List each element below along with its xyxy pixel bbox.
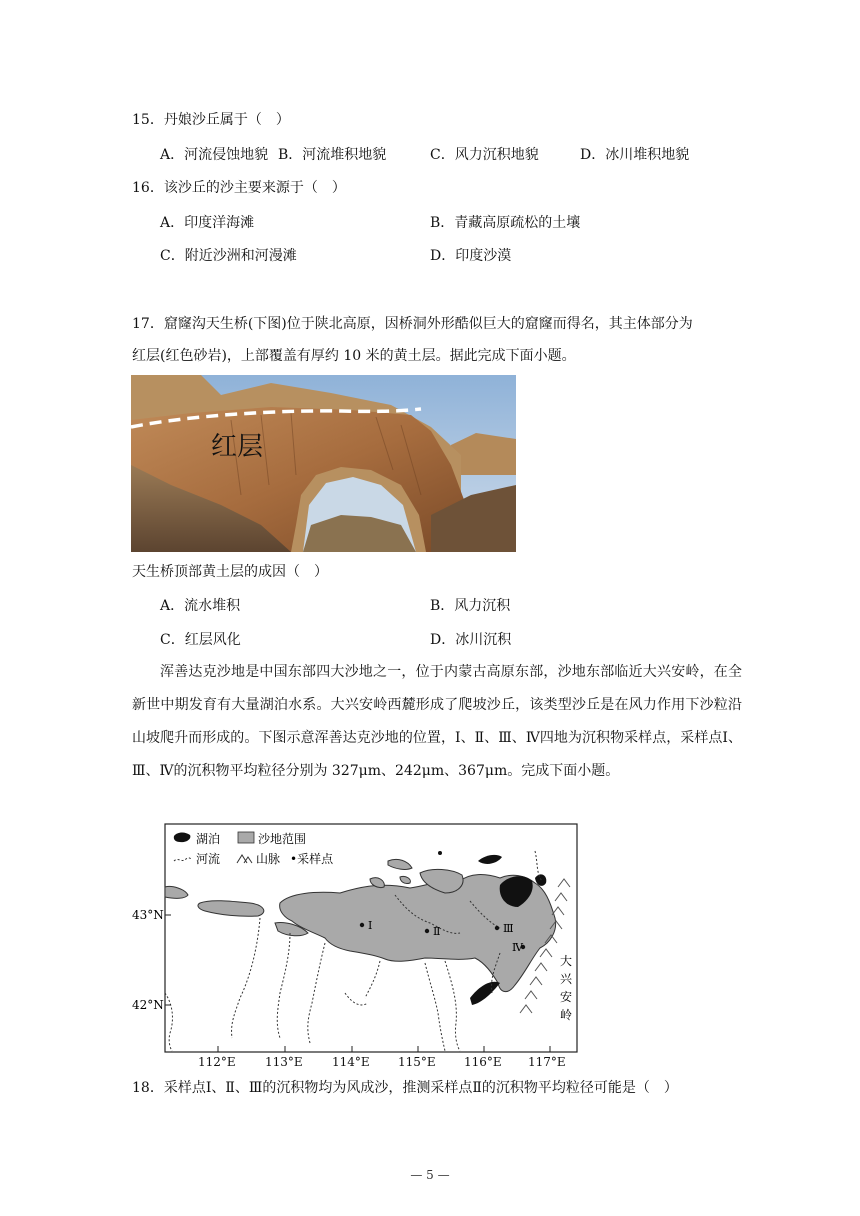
lon-label-112: 112°E	[198, 1055, 236, 1069]
lon-label-113: 113°E	[265, 1055, 303, 1069]
sample-point-2	[425, 929, 429, 933]
q15-option-b: B．河流堆积地貌	[278, 147, 387, 163]
legend-sample: •采样点	[290, 852, 334, 866]
q17-intro-line1: 17．窟窿沟天生桥(下图)位于陕北高原，因桥洞外形酷似巨大的窟窿而得名，其主体部分为	[132, 316, 693, 332]
lake	[438, 851, 442, 855]
sand-legend-icon	[238, 832, 254, 843]
q17-option-c: C．红层风化	[160, 632, 241, 648]
q16-stem: 16．该沙丘的沙主要来源于（ ）	[132, 180, 346, 196]
sample-label-1: Ⅰ	[368, 919, 373, 932]
lat-label-43: 43°N	[132, 908, 164, 922]
legend-sand: 沙地范围	[258, 832, 307, 846]
sample-label-2: Ⅱ	[433, 925, 441, 938]
lon-label-116: 116°E	[464, 1055, 502, 1069]
q16-option-a: A．印度洋海滩	[160, 215, 255, 231]
sample-label-4: Ⅳ	[512, 941, 523, 954]
legend-river: 河流	[196, 852, 221, 866]
lon-label-115: 115°E	[398, 1055, 436, 1069]
q16-option-d: D．印度沙漠	[430, 248, 512, 264]
natural-bridge-photo	[131, 375, 516, 552]
page-number: — 5 —	[410, 1168, 450, 1182]
sample-point-1	[360, 923, 364, 927]
range-name-3: 安	[560, 990, 573, 1004]
legend-lake: 湖泊	[196, 832, 221, 846]
lon-label-114: 114°E	[332, 1055, 370, 1069]
q17-option-a: A．流水堆积	[160, 598, 241, 614]
q17-option-b: B．风力沉积	[430, 598, 511, 614]
range-name-4: 岭	[560, 1008, 573, 1022]
q16-option-c: C．附近沙洲和河漫滩	[160, 248, 297, 264]
lon-label-117: 117°E	[528, 1055, 566, 1069]
passage-hunshandake: 浑善达克沙地是中国东部四大沙地之一，位于内蒙古高原东部，沙地东部临近大兴安岭，在全新世中期发育有大量湖泊水系。大兴安岭西麓形成了爬坡沙丘，该类型沙丘是在风力作用下沙粒沿山坡爬升而形成的。下图示意浑善达克沙地的位置，Ⅰ、Ⅱ、Ⅲ、Ⅳ四地为沉积物采样点，采样点Ⅰ、Ⅲ、Ⅳ的沉积物平均粒径分别为 327μm、242μm、367μm。完成下面小题。	[132, 664, 742, 779]
q15-option-d: D．冰川堆积地貌	[580, 147, 690, 163]
legend-mountain: 山脉	[256, 852, 281, 866]
hunshandake-map	[132, 823, 580, 1069]
q18-stem: 18．采样点Ⅰ、Ⅱ、Ⅲ的沉积物均为风成沙，推测采样点Ⅱ的沉积物平均粒径可能是（ ）	[132, 1080, 678, 1096]
red-layer-label: 红层	[211, 431, 264, 461]
q17-intro-line2: 红层(红色砂岩)，上部覆盖有厚约 10 米的黄土层。据此完成下面小题。	[132, 348, 576, 364]
q16-option-b: B．青藏高原疏松的土壤	[430, 215, 581, 231]
q15-stem: 15．丹娘沙丘属于（ ）	[132, 112, 290, 128]
q17-sub-stem: 天生桥顶部黄土层的成因（ ）	[132, 564, 328, 580]
range-name-1: 大	[560, 954, 573, 968]
q17-option-d: D．冰川沉积	[430, 632, 512, 648]
sample-label-3: Ⅲ	[503, 922, 514, 935]
q15-option-a: A．河流侵蚀地貌	[160, 147, 269, 163]
q15-option-c: C．风力沉积地貌	[430, 147, 539, 163]
sample-point-3	[495, 926, 499, 930]
range-name-2: 兴	[560, 972, 573, 986]
lat-label-42: 42°N	[132, 998, 164, 1012]
